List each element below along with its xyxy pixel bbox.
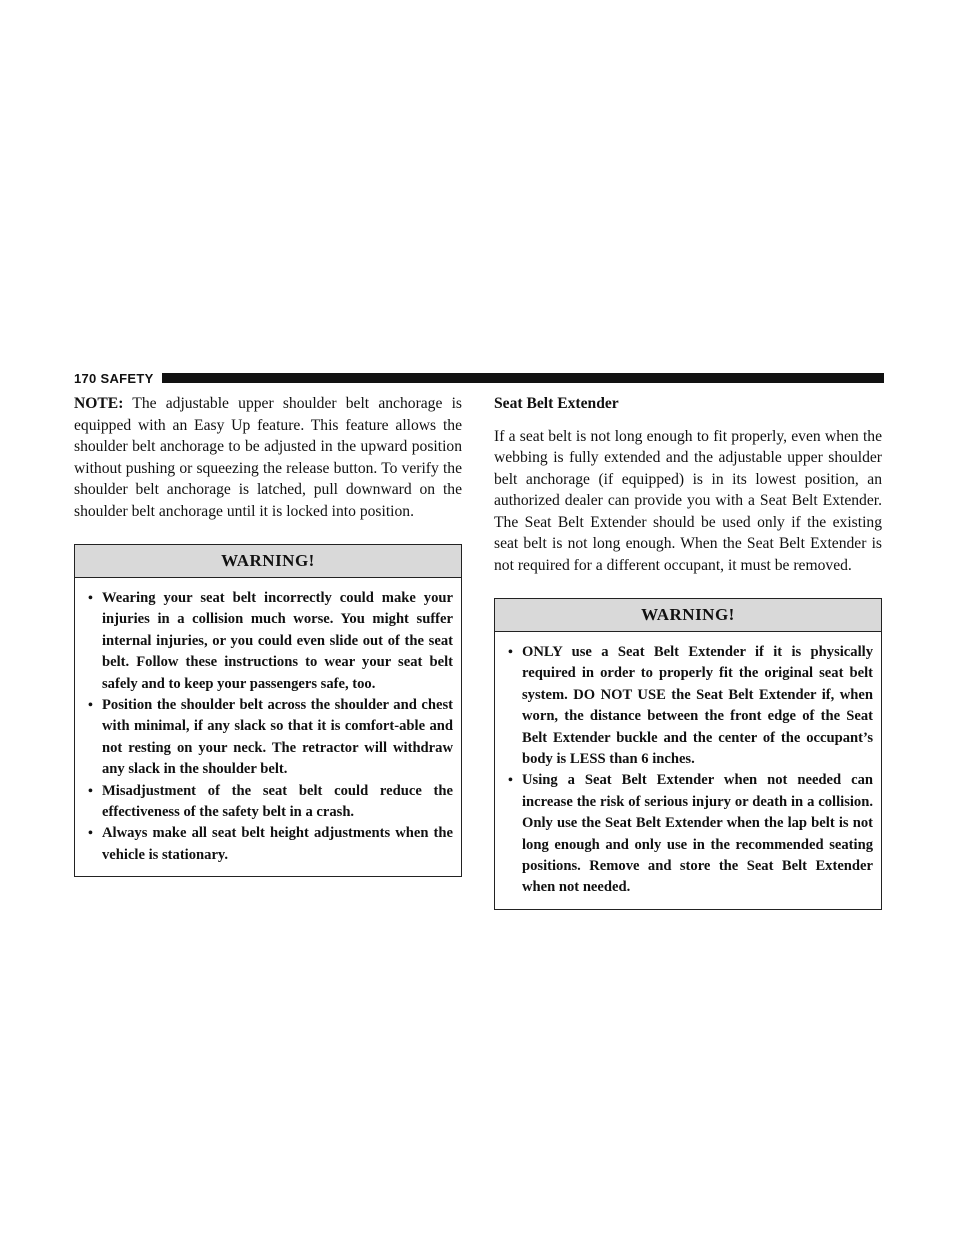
warning-item [85,588,453,695]
bullet-icon: • [88,783,93,799]
warning-title: WARNING! [495,599,881,632]
warning-box-left [74,544,462,877]
note-label: NOTE: [74,395,124,412]
bullet-icon: • [508,773,513,789]
warning-item [85,781,453,824]
warning-item-text: ONLY use a Seat Belt Extender if it is physically required in order to properly fit the original seat belt system. DO NOT USE the Seat Belt Extender if, when worn, the distance between the front edge of the Seat Belt Extender buckle and the center of the occupant’s body is LESS than 6 inches. [522,644,873,768]
note-paragraph [74,393,462,522]
bullet-icon: • [88,591,93,606]
warning-list [75,578,461,876]
warning-item [505,770,873,898]
page-number-label: 170 SAFETY [74,370,154,386]
right-column [494,393,882,910]
warning-list [495,632,881,909]
left-column [74,393,462,877]
bullet-icon: • [88,698,93,714]
extender-paragraph: If a seat belt is not long enough to fit properly, even when the webbing is fully extended and the adjustable upper shoulder belt anchorage (if equipped) is in its lowest position, an authorized dealer can provide you with a Seat Belt Extender. The Seat Belt Extender should be used only if the existing seat belt is not long enough. When the Seat Belt Extender is not required for a different occupant, it must be removed. [494,427,882,574]
warning-item-text: Misadjustment of the seat belt could reduce the effectiveness of the safety belt in a crash. [102,782,453,821]
page-header [74,371,884,385]
warning-box-right [494,598,882,910]
warning-item-text: Using a Seat Belt Extender when not needed can increase the risk of serious injury or death in a collision. Only use the Seat Belt Extender when the lap belt is not long enough and only use in the recommended seating positions. Remove and store the Seat Belt Extender when not needed. [522,772,873,896]
warning-item [85,823,453,866]
section-heading: Seat Belt Extender [494,395,619,412]
header-rule [162,373,884,383]
warning-title: WARNING! [75,545,461,578]
warning-item-text: Always make all seat belt height adjustments when the vehicle is stationary. [102,825,453,863]
warning-item [505,642,873,770]
bullet-icon: • [88,826,93,842]
note-text: The adjustable upper shoulder belt anchorage is equipped with an Easy Up feature. This feature allows the shoulder belt anchorage to be adjusted in the upward position without pushing or squeezing the release button. To verify the shoulder belt anchorage is latched, pull downward on the shoulder belt anchorage until it is locked into position. [74,395,462,520]
bullet-icon: • [508,645,513,660]
warning-item-text: Wearing your seat belt incorrectly could make your injuries in a collision much worse. You might suffer internal injuries, or you could even slide out of the seat belt. Follow these instructions to wear your seat belt safely and to keep your passengers safe, too. [102,590,453,692]
warning-item-text: Position the shoulder belt across the shoulder and chest with minimal, if any slack so that it is comfort-able and not resting on your neck. The retractor will withdraw any slack in the shoulder belt. [102,697,453,778]
warning-item [85,695,453,781]
